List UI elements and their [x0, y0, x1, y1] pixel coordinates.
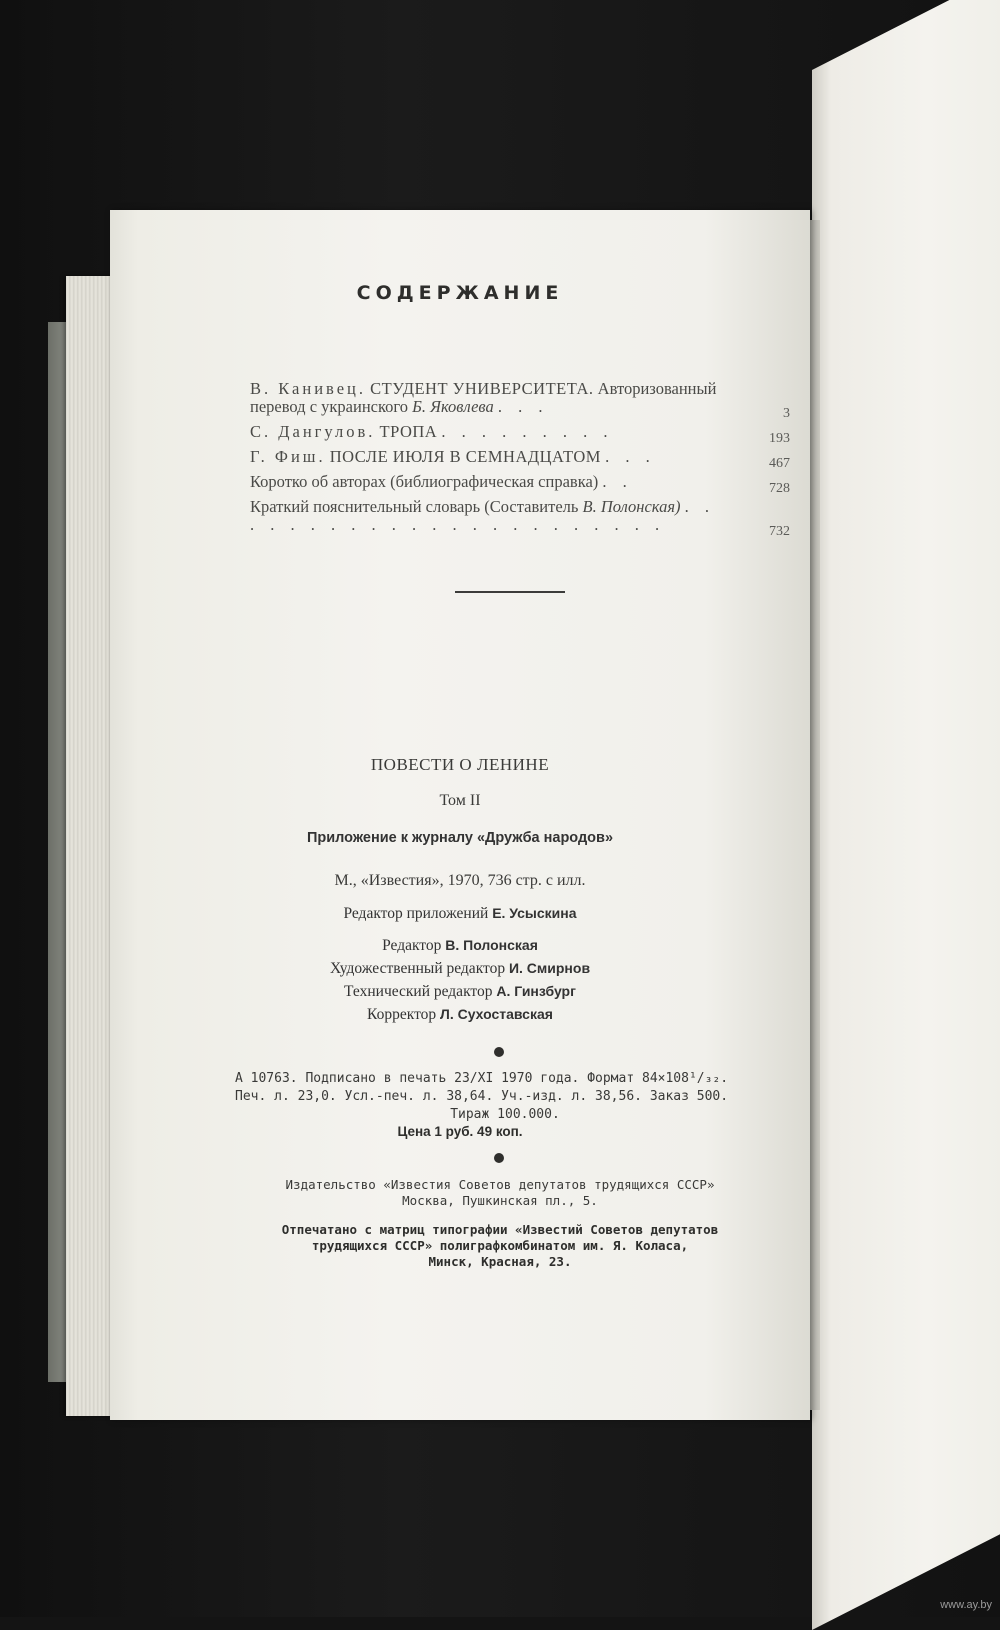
- toc-title: ПОСЛЕ ИЮЛЯ В СЕМНАДЦАТОМ: [329, 447, 601, 466]
- toc-title: Краткий пояснительный словарь (Составитель: [250, 497, 579, 516]
- print-line: Печ. л. 23,0. Усл.-печ. л. 38,64. Уч.-изд. л. 38,56. Заказ 500.: [235, 1089, 729, 1104]
- toc-page-number: 193: [769, 431, 790, 446]
- imprint-line: М., «Известия», 1970, 736 стр. с илл.: [334, 872, 586, 889]
- contents-heading: СОДЕРЖАНИЕ: [356, 282, 564, 304]
- credit-line: [110, 980, 810, 1003]
- credit-name: Е. Усыскина: [492, 905, 577, 921]
- price-line: Цена 1 руб. 49 коп.: [397, 1124, 523, 1139]
- toc-entry: [250, 379, 790, 421]
- toc-entry: [250, 497, 790, 539]
- bullet-dot: [494, 1047, 504, 1057]
- credit-line: [110, 1003, 810, 1026]
- credit-name: Л. Сухоставская: [440, 1006, 553, 1022]
- bullet-dot: [494, 1153, 504, 1163]
- toc-compiler: В. Полонская): [582, 497, 681, 516]
- book-title: ПОВЕСТИ О ЛЕНИНЕ: [370, 755, 550, 774]
- toc-entry-text: [250, 473, 720, 491]
- printer-line: Минск, Красная, 23.: [428, 1254, 572, 1269]
- table-of-contents: [250, 379, 790, 541]
- printer-line: трудящихся СССР» полиграфкомбинатом им. Я. Коласа,: [311, 1238, 689, 1253]
- toc-title: ТРОПА: [379, 422, 438, 441]
- toc-title: СТУДЕНТ УНИВЕРСИТЕТА.: [370, 379, 594, 398]
- print-line: А 10763. Подписано в печать 23/XI 1970 года. Формат 84×108¹/₃₂.: [235, 1071, 729, 1086]
- print-line: Тираж 100.000.: [450, 1107, 560, 1122]
- toc-author: В. Канивец.: [250, 379, 366, 398]
- credit-role: Редактор: [382, 937, 442, 954]
- printer-line: Отпечатано с матриц типографии «Известий Советов депутатов: [281, 1222, 719, 1237]
- toc-author: Г. Фиш.: [250, 447, 326, 466]
- page-stack-edge: [66, 276, 116, 1416]
- credit-role: Художественный редактор: [329, 960, 506, 977]
- toc-leader-dots: . .: [602, 472, 633, 491]
- credit-name: И. Смирнов: [508, 960, 591, 976]
- toc-entry: [250, 447, 790, 471]
- toc-entry-text: [250, 448, 720, 466]
- volume-label: Том II: [439, 792, 481, 809]
- supplement-line: Приложение к журналу «Дружба народов»: [306, 830, 614, 846]
- toc-entry: [250, 422, 790, 446]
- toc-author: С. Дангулов.: [250, 422, 376, 441]
- printer-info: [210, 1222, 790, 1270]
- publisher-info: [220, 1177, 780, 1209]
- credit-line: [110, 934, 810, 957]
- credit-line: [110, 902, 810, 925]
- toc-leader-dots: . . . . . . . . . . . . . . . . . . . . . . .: [250, 497, 715, 534]
- site-watermark: www.ay.by: [940, 1599, 992, 1611]
- toc-leader-dots: . . . . . . . . .: [441, 422, 614, 441]
- toc-page-number: 3: [783, 406, 790, 421]
- credits-block: [110, 902, 810, 1026]
- credit-role: Редактор приложений: [343, 905, 489, 922]
- credit-name: В. Полонская: [445, 937, 538, 953]
- toc-entry-text: [250, 423, 720, 441]
- credit-name: А. Гинзбург: [496, 983, 576, 999]
- toc-page-number: 732: [769, 524, 790, 539]
- credit-role: Корректор: [367, 1006, 437, 1023]
- credit-line: [110, 957, 810, 980]
- toc-translator: Б. Яковлева: [412, 397, 494, 416]
- section-divider: [455, 591, 565, 593]
- facing-page: [812, 0, 1000, 1630]
- toc-entry-text: [250, 498, 720, 534]
- toc-leader-dots: . . .: [497, 397, 549, 416]
- book-page: [110, 210, 810, 1420]
- toc-entry: [250, 472, 790, 496]
- toc-entry-text: [250, 380, 720, 416]
- publisher-line: Издательство «Известия Советов депутатов трудящихся СССР»: [285, 1177, 715, 1192]
- credit-role: Технический редактор: [344, 983, 493, 1000]
- publisher-line: Москва, Пушкинская пл., 5.: [402, 1193, 598, 1208]
- toc-note: Авторизованный перевод с украинского: [250, 379, 717, 416]
- print-details: [235, 1070, 775, 1124]
- toc-title: Коротко об авторах (библиографическая справка): [250, 472, 599, 491]
- toc-page-number: 728: [769, 481, 790, 496]
- toc-page-number: 467: [769, 456, 790, 471]
- toc-leader-dots: . . .: [605, 447, 656, 466]
